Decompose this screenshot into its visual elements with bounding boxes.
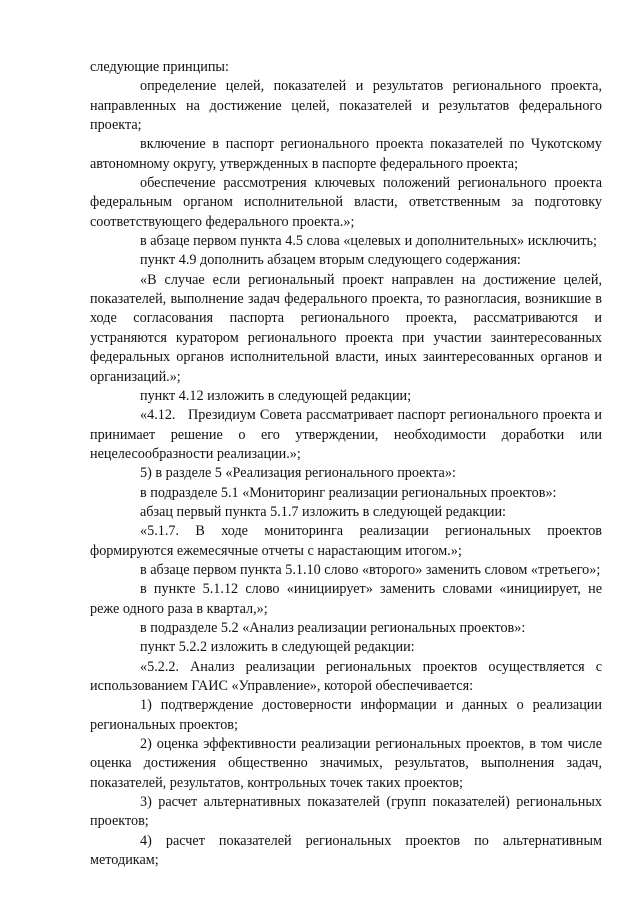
paragraph: пункт 4.12 изложить в следующей редакции;	[140, 387, 412, 404]
paragraph: в подразделе 5.2 «Анализ реализации региональных проектов»:	[140, 619, 526, 636]
paragraph: «5.2.2. Анализ реализации региональных проектов осуществляется с использованием ГАИС «Управление», которой обеспечивается:	[90, 658, 602, 694]
paragraph: 3) расчет альтернативных показателей (групп показателей) региональных проектов;	[90, 794, 602, 830]
paragraph: «4.12. Президиум Совета рассматривает паспорт регионального проекта и принимает решение о его утверждении, необходимости доработки или нецелесообразности реализации.»;	[90, 407, 606, 462]
paragraph: пункт 5.2.2 изложить в следующей редакции:	[140, 639, 415, 656]
paragraph: в подразделе 5.1 «Мониторинг реализации региональных проектов»:	[140, 484, 557, 501]
paragraph: в абзаце первом пункта 4.5 слова «целевых и дополнительных» исключить;	[140, 233, 597, 250]
paragraph: «5.1.7. В ходе мониторинга реализации региональных проектов формируются ежемесячные отчеты с нарастающим итогом.»;	[90, 523, 602, 559]
paragraph: пункт 4.9 дополнить абзацем вторым следующего содержания:	[140, 252, 521, 269]
paragraph: включение в паспорт регионального проекта показателей по Чукотскому автономному округу, утвержденных в паспорте федерального проекта;	[90, 136, 602, 172]
paragraph: 2) оценка эффективности реализации региональных проектов, в том числе оценка достижения общественно значимых, результатов, выполнения задач, показателей, результатов, контрольных точек таких проектов;	[90, 736, 602, 791]
paragraph: «В случае если региональный проект направлен на достижение целей, показателей, выполнение задач федерального проекта, то разногласия, возникшие в ходе согласования паспорта регионального проекта, рассматриваются и устраняются куратором регионального проекта при участии заинтересованных федеральных органов исполнительной власти, иных заинтересованных органов и организаций.»;	[90, 271, 602, 385]
paragraph: абзац первый пункта 5.1.7 изложить в следующей редакции:	[140, 503, 506, 520]
paragraph: 5) в разделе 5 «Реализация регионального проекта»:	[140, 465, 456, 482]
paragraph: в абзаце первом пункта 5.1.10 слово «второго» заменить словом «третьего»;	[140, 561, 601, 578]
paragraph: в пункте 5.1.12 слово «инициирует» заменить словами «инициирует, не реже одного раза в квартал,»;	[90, 581, 602, 617]
paragraph: определение целей, показателей и результатов регионального проекта, направленных на достижение целей, показателей и результатов федерального проекта;	[90, 78, 602, 134]
document-body	[90, 58, 606, 870]
paragraph: обеспечение рассмотрения ключевых положений регионального проекта федеральным органом исполнительной власти, ответственным за подготовку соответствующего федерального проекта.»;	[90, 175, 602, 230]
paragraph: 1) подтверждение достоверности информации и данных о реализации региональных проектов;	[90, 697, 602, 733]
paragraph: следующие принципы:	[90, 59, 229, 75]
paragraph: 4) расчет показателей региональных проектов по альтернативным методикам;	[90, 832, 602, 869]
